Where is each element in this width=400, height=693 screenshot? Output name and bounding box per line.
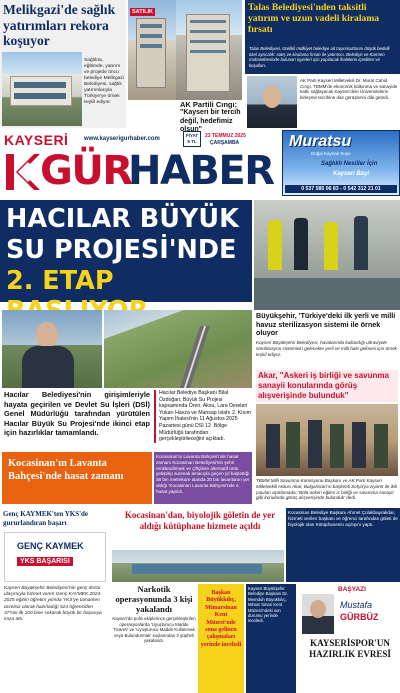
- masthead: [0, 130, 280, 196]
- columnist-last: GÜRBÜZ: [340, 612, 379, 622]
- narkotik-body: Kayseri'de polis ekiplerince gerçekleştirilen operasyonlarda 'Uyuşturucu Madde Ticareti' ve 'Uyuşturucu Madde Kullanmak veya Bulundurmak' suçlarından 3 şüpheli yakalandı.: [112, 616, 196, 644]
- biyolojik-headline: Kocasinan'dan, biyolojik göletin de yer aldığı kütüphane hizmete açıldı: [124, 510, 276, 531]
- lavanta-headline-box[interactable]: [2, 452, 152, 504]
- columnist-photo: [302, 594, 334, 634]
- masthead-day: ÇARŞAMBA: [210, 140, 240, 146]
- column-block[interactable]: [298, 584, 400, 693]
- melikgazi-story[interactable]: [0, 0, 126, 128]
- cingi-portrait: [247, 76, 297, 128]
- hospital-photo: [2, 52, 82, 126]
- mayor-photo: [2, 310, 102, 388]
- biyolojik-body: Kocasinan Belediye Başkanı Ahmet Çolakbayrakdar, hizmeti verilen başkanı ve öğrenci tarafından göleti de biyolojik olan Kütüphanenin açılışını yaptı.: [286, 508, 400, 582]
- satilik-badge: SATILIK: [132, 9, 153, 15]
- road-aerial-photo: [104, 310, 252, 388]
- columnist-first: Mustafa: [340, 600, 373, 610]
- akar-headline[interactable]: Akar, "Askeri iş birliği ve savunma sanayii konularında görüş alışverişinde bulunduk": [256, 370, 398, 402]
- brand-haber: HABER: [128, 148, 274, 194]
- main-headline-line1: HACILAR BÜYÜK: [6, 204, 239, 234]
- masthead-date: 23 TEMMUZ 2025: [205, 133, 246, 139]
- mimar-sinan-headline: Başkan Büyükkılıç, Mimarsinan Kent Müzesi'nde sona gelinen çalışmaları yerinde inceledi: [200, 590, 242, 648]
- muratsu-dealer: Kayseri Bayi: [333, 171, 370, 177]
- satilik-photo: [128, 0, 176, 100]
- kaymek-logo-sub: YKS BAŞARISI: [17, 557, 73, 566]
- cingi-side-text: AK Parti Kayseri Milletvekili Dr. Murat Cahid Cıngı, TBMM'de ekonomik kalkınma ve sanayide katkı sağlayacak Kayseri'deki Üniversitelerin birleşme tercihine dair görüşlerini dile getirdi.: [300, 78, 398, 101]
- cingi-story[interactable]: [180, 100, 242, 133]
- main-lead: Hacılar Belediyesi'nin girişimleriyle hayata geçirilen ve Devlet Su İşleri (DSİ) Genel Müdürlüğü tarafından yürütülen Hacılar Büyük Su Projesi'nde ikinci etap için hazırlıklar tamamlandı.: [4, 390, 150, 438]
- main-caption: Hacılar Belediye Başkanı Bilal Özdoğan; Büyük Su Projesi kapsamında Ören, Aksu, Lara Dereleri Yukarı Havza ve Mansap Islahı 2. Kısım Yapım İhalesi'nin 11 Ağustos 2025 Pazartesi günü DSİ 12. Bölge Müdürlüğü tarafından gerçekleştirileceğini açıkladı.: [154, 390, 252, 443]
- price-box: [183, 131, 201, 147]
- brand-gur: GÜR: [40, 148, 132, 194]
- column-headline: KAYSERİSPOR'UN HAZIRLIK EVRESİ: [309, 638, 391, 659]
- kaymek-logo-title: GENÇ KAYMEK: [17, 541, 84, 551]
- main-headline-block[interactable]: [0, 200, 252, 302]
- sterilize-body: Kayseri Büyükşehir Belediyesi, havalarında kullandığı ultraviyole sterilizasyon sisteminin gelecekte yerli ve milli hale gelmesi için örnek teşkil ediyor.: [256, 340, 397, 357]
- main-headline-line3: 2. ETAP: [6, 266, 114, 296]
- kaymek-body: Kayseri Büyükşehir Belediyesi'nin genç dostu ulaşımıyla hizmet veren Genç KAYMEK 2024-2025 eğitim öğretim yılında YKS'ye tamamen ücretsiz olarak hazırladığı 524 öğrenciden 37'sini ilk 100 bine sokarak büyük bir başarıya imza attı.: [4, 586, 102, 623]
- talas-headline: Talas Belediyesi'nden taksitli yatırım ve uzun vadeli kiralama fırsatı: [248, 2, 380, 35]
- cingi-quote: "Kayseri bir tercih değil, hedefimiz olsun": [180, 109, 241, 133]
- sterilize-headline[interactable]: Büyükşehir, 'Türkiye'deki ilk yerli ve milli havuz sterilizasyon sistemi ile örnek oluyor: [256, 311, 396, 337]
- building-photo: [176, 0, 242, 100]
- talas-body: Talas Belediyesi, özelikli mülkiyet belediye ait taşınmazlarını düşük bedelli özel ayrıcalık: satış ve kiralama fırsatı ile yatırımcı. Belediye ve Karmen muhasebesinde bulunan işyerleri için yapılacak ihalelerin içerikleri ve koşulları.: [249, 46, 390, 68]
- akar-photo: [256, 404, 398, 476]
- lavanta-headline: Kocasinan'ın Lavanta Bahçesi'nde hasat zamanı: [8, 458, 124, 482]
- pool-inspection-photo: [254, 200, 400, 310]
- muratsu-logo: Muratsu: [289, 133, 352, 150]
- muratsu-sub: Doğal Kaynak Suyu: [311, 151, 351, 156]
- column-label: BAŞYAZI: [338, 586, 366, 593]
- cingi-name: AK Partili Cıngı:: [180, 100, 238, 109]
- price-label: FİYAT: [185, 133, 199, 138]
- kaymek-headline: Genç KAYMEK'ten YKS'de gururlandıran başarı: [3, 510, 89, 527]
- price-value: 5 TL: [187, 139, 197, 144]
- masthead-url[interactable]: www.kayserigurhaber.com: [84, 136, 160, 142]
- melikgazi-body: Sağlıkta, eğitimde, yatırım ve projede öncü belediye Melikgazi Belediyesi, sağlık yatırımlarıyla Türkiye'ye örnek teşkil ediyor.: [84, 58, 124, 105]
- kaymek-logo: [4, 532, 106, 582]
- biyolojik-headline-box[interactable]: [112, 508, 284, 550]
- main-headline-line2: SU PROJESİ'NDE: [6, 235, 237, 265]
- muratsu-ad[interactable]: [282, 130, 400, 196]
- mimar-sinan-headline-box[interactable]: [198, 584, 244, 693]
- narkotik-headline: Narkotik operasyonunda 3 kişi yakalandı: [115, 584, 193, 614]
- gurhaber-logo-icon: [4, 152, 40, 192]
- narkotik-story[interactable]: [112, 584, 196, 693]
- muratsu-phone: 0 537 585 06 83 - 0 542 312 21 01: [285, 185, 397, 193]
- biyolojik-photo: [112, 550, 284, 582]
- mimar-sinan-body: Kayseri Büyükşehir Belediye Başkanı Dr. Memduh Büyükkılıç, Mimar Sinan Kent Müzesi'ndeki son durumu yerinde inceledi.: [246, 584, 296, 693]
- melikgazi-headline: Melikgazi'de sağlık yatırımları rekora koşuyor: [3, 2, 116, 48]
- kaymek-story[interactable]: [0, 508, 110, 693]
- akar-body: TBMM Milli Savunma Komisyonu Başkanı ve AK Parti Kayseri Milletvekili Hulusi Akar, Bulgaristan'ın başkenti Sofya'ya ziyaret ile ikili yapılan açıklamada; 'Bölü askeri eğitim iş birliği ve savunma sanayii gibi konularda görüş alışverişinde bulunduk' dedi.: [256, 478, 397, 501]
- talas-story[interactable]: [245, 0, 400, 74]
- masthead-kayseri: KAYSERİ: [4, 132, 69, 148]
- muratsu-tag: Sağlıklı Nesiller İçin: [321, 161, 378, 167]
- lavanta-body: Kocasinan'ın Lavanta Bahçesi'nde hasat zamanı Kocasinan Belediyesi'nin şehri renklendirmek ve çiftçilere alternatif ürün yetiştirip sunmak amacıyla geçen yıl başlattığı 38 bin metrekare alanda 20 bin lavantanın yer aldığı 'Kocasinan Lavanta Bahçesi'nde 4. hasat yapıldı.: [154, 452, 252, 504]
